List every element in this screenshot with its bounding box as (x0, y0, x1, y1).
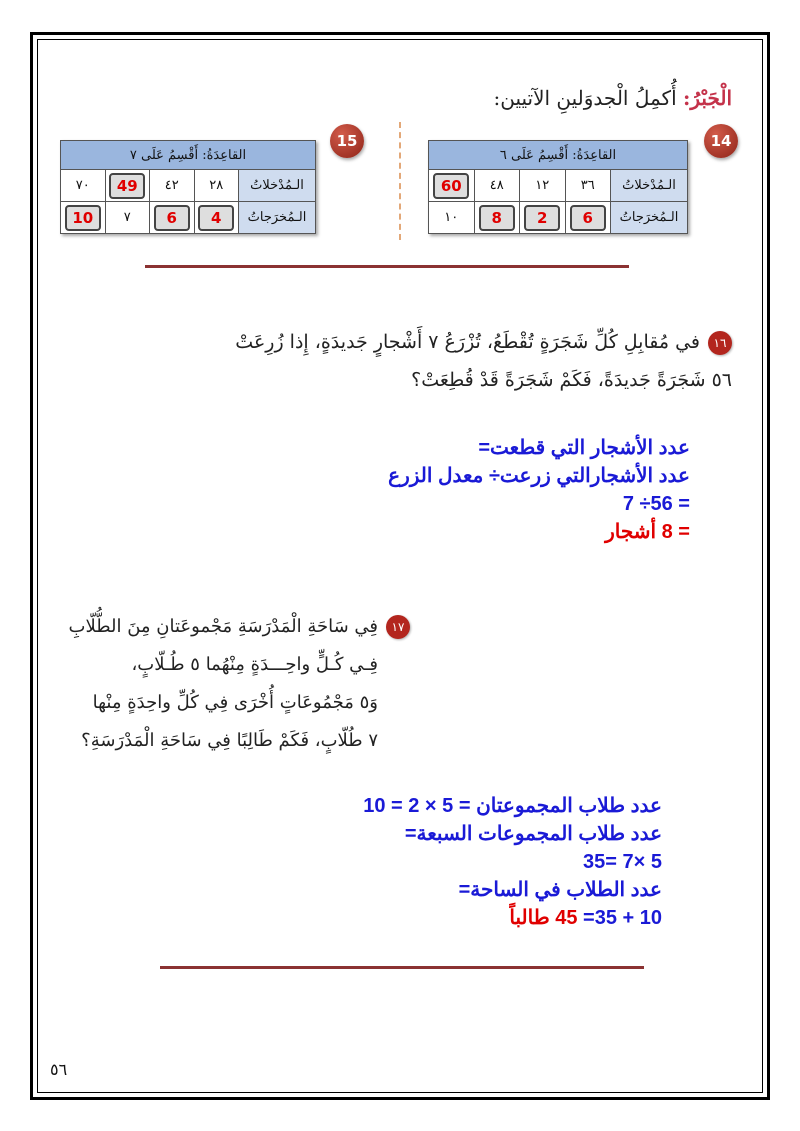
page-number: ٥٦ (50, 1060, 68, 1079)
answer-box: 2 (524, 205, 560, 231)
outputs-label: الـمُخرَجاتُ (611, 202, 688, 234)
input-answer-cell (105, 170, 150, 202)
answer-box: 10 (65, 205, 101, 231)
output-answer-cell (565, 202, 611, 234)
outputs-label: الـمُخرَجاتُ (239, 202, 316, 234)
output-answer-cell (150, 202, 195, 234)
input-cell: ٤٢ (150, 170, 195, 202)
solution-16-answer: = 8 أشجار (605, 521, 690, 543)
input-cell: ٢٨ (194, 170, 239, 202)
table-15 (60, 140, 316, 234)
table-14-inputs-row (429, 170, 688, 202)
question-text: في مُقابِلِ كُلِّ شَجَرَةٍ تُقْطَعُ، تُزْرَعُ ٧ أَشْجارٍ جَديدَةٍ، إِذا زُرِعَتْ (235, 331, 700, 353)
input-cell: ٧٠ (61, 170, 106, 202)
dashed-separator (399, 122, 401, 240)
table-14 (428, 140, 688, 234)
answer-box: 8 (479, 205, 515, 231)
answer-box: 4 (198, 205, 234, 231)
heading-label: الْجَبْرُ: (682, 86, 732, 110)
question-16 (235, 323, 732, 399)
output-cell: ١٠ (429, 202, 475, 234)
input-cell: ١٢ (520, 170, 566, 202)
exercise-15-badge: 15 (330, 124, 364, 158)
input-cell: ٣٦ (565, 170, 611, 202)
question-16-line-2: ٥٦ شَجَرَةً جَديدَةً، فَكَمْ شَجَرَةً قَدْ قُطِعَتْ؟ (411, 369, 732, 391)
table-15-rule: القاعِدَةُ: أَقْسِمُ عَلَى ٧ (61, 141, 316, 170)
output-answer-cell (61, 202, 106, 234)
inputs-label: الـمُدْخلاتُ (239, 170, 316, 202)
input-cell: ٤٨ (474, 170, 520, 202)
question-17 (69, 608, 410, 760)
question-number-badge: ١٧ (386, 615, 410, 639)
output-answer-cell (474, 202, 520, 234)
table-15-outputs-row (61, 202, 316, 234)
question-17-line-4: ٧ طُلّابٍ، فَكَمْ طَالِبًا فِي سَاحَةِ الْمَدْرَسَةِ؟ (81, 730, 378, 751)
solution-17-line-4: عدد الطلاب في الساحة= (458, 879, 662, 901)
question-16-line-1 (235, 323, 732, 361)
divider-line-bottom (160, 966, 644, 969)
section-heading (493, 86, 732, 110)
solution-17-expression: 10 + 35= (583, 907, 662, 929)
divider-line (145, 265, 629, 268)
answer-box: 49 (109, 173, 145, 199)
answer-box: 6 (570, 205, 606, 231)
solution-16-line-3: = 56÷ 7 (622, 493, 690, 515)
solution-17-line-1: عدد طلاب المجموعتان = 5 × 2 = 10 (363, 795, 662, 817)
table-14-rule: القاعِدَةُ: أَقْسِمُ عَلَى ٦ (429, 141, 688, 170)
solution-17-result: 45 طالباً (509, 907, 578, 929)
solution-17-answer (509, 904, 662, 932)
table-14-outputs-row (429, 202, 688, 234)
solution-17-line-3: 5 ×7 =35 (583, 851, 662, 873)
solution-16-line-2: عدد الأشجارالتي زرعت÷ معدل الزرع (388, 465, 690, 487)
output-answer-cell (194, 202, 239, 234)
answer-box: 60 (433, 173, 469, 199)
input-answer-cell (429, 170, 475, 202)
question-17-line-1 (69, 608, 410, 646)
question-17-line-2: فِـي كُـلٍّ واحِـــدَةٍ مِنْهُما ٥ طُـلّابٍ، (131, 654, 378, 675)
output-answer-cell (520, 202, 566, 234)
heading-text: أُكمِلُ الْجدوَلينِ الآتيين: (493, 86, 677, 110)
exercise-14-badge: 14 (704, 124, 738, 158)
question-text: فِي سَاحَةِ الْمَدْرَسَةِ مَجْموعَتانِ مِنَ الطُّلّابِ (68, 616, 378, 637)
solution-16-line-1: عدد الأشجار التي قطعت= (478, 437, 690, 459)
solution-17-line-2: عدد طلاب المجموعات السبعة= (404, 823, 662, 845)
question-number-badge: ١٦ (708, 331, 732, 355)
table-15-inputs-row (61, 170, 316, 202)
inputs-label: الـمُدْخلاتُ (611, 170, 688, 202)
question-17-line-3: وَ٥ مَجْمُوعَاتٍ أُخْرَى فِي كُلِّ واحِدَةٍ مِنْها (92, 692, 378, 713)
answer-box: 6 (154, 205, 190, 231)
output-cell: ٧ (105, 202, 150, 234)
